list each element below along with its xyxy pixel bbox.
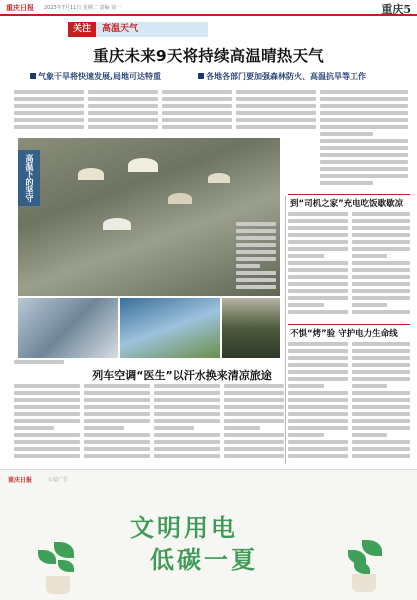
text-line [288, 349, 348, 353]
text-line [352, 405, 410, 409]
page-number: 重庆5 [381, 3, 411, 16]
text-line [320, 181, 373, 185]
text-line [320, 167, 408, 171]
text-line [236, 222, 276, 226]
article-text-col-5 [320, 90, 408, 190]
text-line [14, 125, 84, 129]
text-line [352, 275, 410, 279]
text-line [288, 356, 348, 360]
text-line [88, 104, 158, 108]
text-line [236, 236, 276, 240]
text-line [352, 377, 410, 381]
text-line [288, 212, 348, 216]
text-line [288, 303, 324, 307]
text-line [288, 289, 348, 293]
text-line [288, 226, 348, 230]
text-line [352, 233, 410, 237]
text-line [88, 90, 158, 94]
text-line [84, 405, 150, 409]
text-line [88, 125, 158, 129]
text-line [288, 342, 348, 346]
text-line [236, 257, 276, 261]
text-line [236, 229, 276, 233]
subhead-2: 各地各部门要加强森林防火、高温抗旱等工作 [198, 71, 366, 82]
article-2-text-col-1 [14, 384, 80, 464]
text-line [352, 212, 410, 216]
ad-slogan-line-1: 文明用电 [130, 513, 238, 542]
text-line [352, 370, 410, 374]
text-line [236, 97, 316, 101]
text-line [288, 440, 348, 444]
photo-workshop [18, 298, 118, 358]
text-line [320, 118, 408, 122]
text-line [224, 412, 284, 416]
text-line [14, 440, 80, 444]
plant-icon [28, 540, 88, 595]
text-line [88, 118, 158, 122]
text-line [352, 433, 387, 437]
text-line [288, 261, 348, 265]
text-line [352, 398, 410, 402]
right-article-text-4 [352, 342, 410, 462]
text-line [14, 111, 84, 115]
divider [288, 324, 410, 325]
text-line [88, 111, 158, 115]
text-line [352, 226, 410, 230]
text-line [320, 174, 408, 178]
text-line [14, 391, 80, 395]
right-article-text-1 [288, 212, 348, 322]
right-article-title-2: 不惧“烤”验 守护电力生命线 [290, 329, 398, 339]
text-line [224, 440, 284, 444]
text-line [352, 356, 410, 360]
text-line [84, 412, 150, 416]
main-headline: 重庆未来9天将持续高温晴热天气 [93, 47, 324, 65]
text-line [352, 247, 410, 251]
text-line [288, 219, 348, 223]
text-line [84, 447, 150, 451]
article-text-col-1 [14, 90, 84, 134]
text-line [320, 139, 408, 143]
text-line [352, 240, 410, 244]
text-line [84, 384, 150, 388]
text-line [288, 426, 348, 430]
text-line [224, 405, 284, 409]
newspaper-logo: 重庆日报 [6, 3, 34, 12]
text-line [352, 363, 410, 367]
text-line [14, 447, 80, 451]
text-line [14, 426, 54, 430]
text-line [288, 240, 348, 244]
text-line [352, 391, 410, 395]
text-line [352, 219, 410, 223]
text-line [224, 419, 284, 423]
photo-series-label: 高温下的坚守 [18, 150, 40, 206]
text-line [288, 310, 348, 314]
photo-patrol [222, 298, 280, 358]
section-name: 高温天气 [102, 24, 139, 34]
text-line [288, 296, 348, 300]
text-line [320, 132, 373, 136]
text-line [14, 405, 80, 409]
text-line [352, 254, 387, 258]
text-line [288, 405, 348, 409]
text-line [236, 243, 276, 247]
text-line [154, 391, 220, 395]
text-line [352, 289, 410, 293]
text-line [84, 391, 150, 395]
text-line [236, 250, 276, 254]
right-article-text-3 [288, 342, 348, 462]
text-line [352, 342, 410, 346]
text-line [154, 419, 220, 423]
text-line [14, 118, 84, 122]
article-2-text-col-2 [84, 384, 150, 464]
column-divider [285, 196, 286, 464]
text-line [288, 268, 348, 272]
text-line [320, 97, 408, 101]
text-line [352, 412, 410, 416]
text-line [320, 146, 408, 150]
text-line [236, 125, 316, 129]
text-line [236, 278, 276, 282]
text-line [236, 118, 316, 122]
left-sidebar-text [14, 360, 64, 368]
text-line [352, 282, 410, 286]
text-line [224, 454, 284, 458]
text-line [162, 90, 232, 94]
masthead [0, 0, 417, 16]
plant-icon [334, 536, 394, 594]
text-line [154, 405, 220, 409]
text-line [288, 433, 324, 437]
text-line [84, 433, 150, 437]
text-line [352, 426, 410, 430]
text-line [84, 426, 124, 430]
article-2-text-col-4 [224, 384, 284, 464]
text-line [236, 264, 260, 268]
text-line [288, 447, 348, 451]
text-line [162, 104, 232, 108]
section-bar [68, 22, 208, 37]
text-line [352, 261, 410, 265]
text-line [154, 412, 220, 416]
square-bullet-icon [198, 73, 204, 79]
text-line [162, 118, 232, 122]
text-line [84, 398, 150, 402]
text-line [288, 391, 348, 395]
text-line [84, 454, 150, 458]
text-line [14, 97, 84, 101]
text-line [236, 104, 316, 108]
text-line [352, 454, 410, 458]
text-line [14, 360, 64, 364]
text-line [154, 384, 220, 388]
text-line [288, 398, 348, 402]
text-line [84, 440, 150, 444]
text-line [84, 419, 150, 423]
subheads [30, 71, 400, 85]
text-line [320, 153, 408, 157]
text-line [352, 349, 410, 353]
text-line [14, 419, 80, 423]
text-line [236, 285, 276, 289]
text-line [14, 433, 80, 437]
text-line [288, 275, 348, 279]
text-line [352, 447, 410, 451]
article-text-col-3 [162, 90, 232, 134]
text-line [352, 419, 410, 423]
text-line [154, 433, 220, 437]
text-line [224, 426, 260, 430]
text-line [288, 247, 348, 251]
section-tag: 关注 [68, 22, 96, 37]
text-line [236, 271, 276, 275]
photo-caption-block [236, 222, 276, 294]
text-line [236, 90, 316, 94]
text-line [162, 111, 232, 115]
square-bullet-icon [30, 73, 36, 79]
text-line [14, 398, 80, 402]
text-line [288, 282, 348, 286]
text-line [154, 426, 194, 430]
text-line [14, 104, 84, 108]
text-line [320, 111, 408, 115]
article-text-col-4 [236, 90, 316, 134]
ad-label: 公益广告 [48, 477, 69, 483]
text-line [154, 447, 220, 451]
text-line [320, 104, 408, 108]
text-line [14, 384, 80, 388]
ad-slogan-line-2: 低碳一夏 [150, 545, 258, 574]
text-line [352, 303, 387, 307]
article-2-title: 列车空调“医生”以汗水换来清凉旅途 [92, 369, 272, 382]
text-line [236, 111, 316, 115]
text-line [288, 254, 324, 258]
text-line [154, 454, 220, 458]
text-line [154, 440, 220, 444]
issue-meta: 2023年7月11日 星期二 责编 刘一 [44, 5, 122, 11]
text-line [352, 296, 410, 300]
text-line [288, 412, 348, 416]
text-line [162, 97, 232, 101]
text-line [320, 90, 408, 94]
text-line [224, 384, 284, 388]
text-line [352, 384, 387, 388]
text-line [224, 447, 284, 451]
text-line [154, 398, 220, 402]
text-line [352, 440, 410, 444]
right-article-title-1: 到“司机之家”充电吃饭歇歇凉 [290, 199, 404, 209]
public-service-ad [0, 469, 417, 600]
text-line [162, 125, 232, 129]
text-line [224, 398, 284, 402]
text-line [320, 160, 408, 164]
text-line [14, 454, 80, 458]
text-line [224, 391, 284, 395]
text-line [352, 310, 410, 314]
text-line [288, 384, 324, 388]
ad-brand: 重庆日报 [8, 477, 33, 484]
text-line [352, 268, 410, 272]
text-line [320, 125, 408, 129]
subhead-1: 气象干旱将快速发展,局地可达特重 [30, 71, 161, 82]
right-article-text-2 [352, 212, 410, 322]
text-line [14, 412, 80, 416]
text-line [288, 233, 348, 237]
text-line [224, 433, 284, 437]
divider [288, 194, 410, 195]
photo-river [120, 298, 220, 358]
text-line [288, 454, 348, 458]
text-line [288, 419, 348, 423]
text-line [14, 90, 84, 94]
article-text-col-2 [88, 90, 158, 134]
text-line [88, 97, 158, 101]
article-2-text-col-3 [154, 384, 220, 464]
